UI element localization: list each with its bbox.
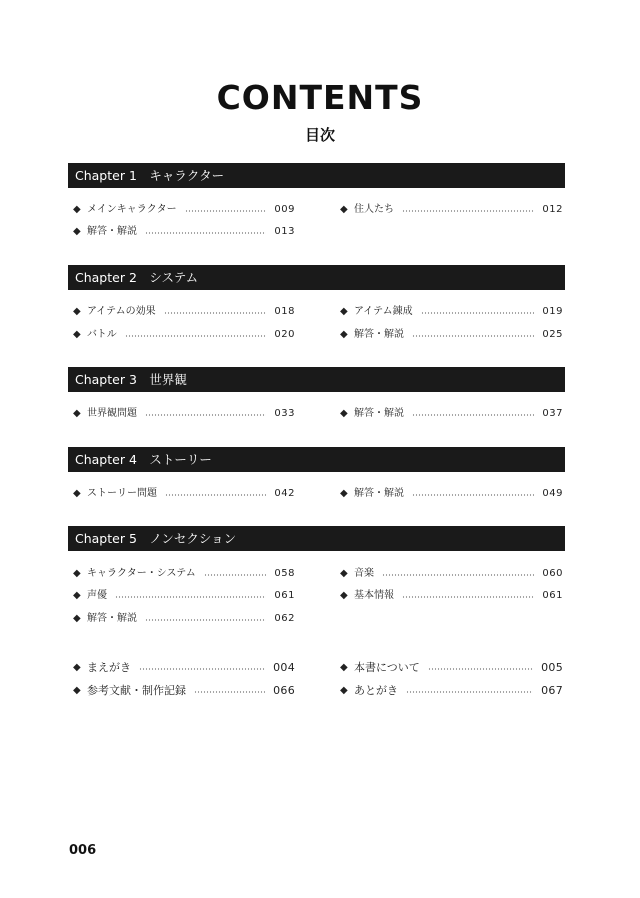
entry-page: 020: [274, 329, 295, 340]
entry-page: 018: [274, 306, 295, 317]
entry-page: 037: [542, 408, 563, 419]
dot-leader: [428, 668, 533, 671]
diamond-bullet-icon: ◆: [340, 329, 348, 340]
entry-label: まえがき: [87, 661, 131, 674]
entry-label: 住人たち: [354, 204, 394, 215]
diamond-bullet-icon: ◆: [73, 590, 81, 601]
entry-label: 参考文献・制作記録: [87, 684, 186, 697]
chapter-2-heading: Chapter 2 システム: [68, 265, 565, 290]
entry-page: 060: [542, 568, 563, 579]
entry-label: 基本情報: [354, 590, 394, 601]
diamond-bullet-icon: ◆: [340, 568, 348, 579]
diamond-bullet-icon: ◆: [340, 685, 348, 696]
dot-leader: [115, 596, 266, 599]
entry-label: メインキャラクター: [87, 204, 177, 215]
toc-entry[interactable]: [73, 611, 295, 627]
dot-leader: [125, 335, 267, 338]
toc-entry[interactable]: [340, 683, 563, 699]
toc-entry[interactable]: [73, 588, 295, 604]
diamond-bullet-icon: ◆: [73, 568, 81, 579]
dot-leader: [204, 574, 267, 577]
toc-entry[interactable]: [73, 224, 295, 240]
diamond-bullet-icon: ◆: [73, 329, 81, 340]
toc-entry[interactable]: [340, 406, 563, 422]
chapter-4-heading: Chapter 4 ストーリー: [68, 447, 565, 472]
toc-entry[interactable]: [73, 406, 295, 422]
dot-leader: [145, 619, 266, 622]
entry-page: 058: [274, 568, 295, 579]
dot-leader: [421, 312, 535, 315]
dot-leader: [185, 210, 267, 213]
toc-entry[interactable]: [73, 202, 295, 218]
chapter-3-heading: Chapter 3 世界観: [68, 367, 565, 392]
entry-page: 004: [273, 661, 295, 674]
entry-label: 本書について: [354, 661, 420, 674]
entry-label: 解答・解説: [87, 613, 137, 624]
diamond-bullet-icon: ◆: [340, 204, 348, 215]
entry-page: 042: [274, 488, 295, 499]
entry-page: 033: [274, 408, 295, 419]
dot-leader: [412, 414, 534, 417]
toc-entry[interactable]: [340, 202, 563, 218]
entry-page: 009: [274, 204, 295, 215]
entry-page: 005: [541, 661, 563, 674]
dot-leader: [165, 494, 266, 497]
toc-entry[interactable]: [73, 486, 295, 502]
entry-label: 解答・解説: [354, 408, 404, 419]
toc-entry[interactable]: [73, 327, 295, 343]
dot-leader: [382, 574, 534, 577]
page-subtitle: 目次: [304, 126, 335, 144]
chapter-5-heading: Chapter 5 ノンセクション: [68, 526, 565, 551]
diamond-bullet-icon: ◆: [340, 306, 348, 317]
entry-page: 067: [541, 684, 563, 697]
diamond-bullet-icon: ◆: [73, 226, 81, 237]
entry-page: 013: [274, 226, 295, 237]
entry-page: 066: [273, 684, 295, 697]
toc-entry[interactable]: [340, 588, 563, 604]
entry-label: 解答・解説: [354, 488, 404, 499]
entry-page: 061: [542, 590, 563, 601]
toc-entry[interactable]: [340, 304, 563, 320]
diamond-bullet-icon: ◆: [340, 590, 348, 601]
entry-page: 062: [274, 613, 295, 624]
toc-entry[interactable]: [73, 304, 295, 320]
entry-page: 025: [542, 329, 563, 340]
toc-entry[interactable]: [340, 327, 563, 343]
diamond-bullet-icon: ◆: [73, 204, 81, 215]
dot-leader: [412, 335, 534, 338]
chapter-1-heading: Chapter 1 キャラクター: [68, 163, 565, 188]
toc-entry[interactable]: [340, 486, 563, 502]
dot-leader: [402, 210, 534, 213]
toc-entry[interactable]: [73, 660, 295, 676]
entry-label: キャラクター・システム: [87, 568, 196, 579]
dot-leader: [164, 312, 267, 315]
toc-entry[interactable]: [340, 566, 563, 582]
entry-label: 世界観問題: [87, 408, 137, 419]
diamond-bullet-icon: ◆: [73, 662, 81, 673]
dot-leader: [412, 494, 534, 497]
diamond-bullet-icon: ◆: [73, 306, 81, 317]
toc-entry[interactable]: [340, 660, 563, 676]
entry-label: 解答・解説: [354, 329, 404, 340]
entry-page: 061: [274, 590, 295, 601]
entry-page: 049: [542, 488, 563, 499]
toc-entry[interactable]: [73, 566, 295, 582]
diamond-bullet-icon: ◆: [73, 408, 81, 419]
entry-page: 019: [542, 306, 563, 317]
entry-label: バトル: [87, 329, 117, 340]
diamond-bullet-icon: ◆: [340, 408, 348, 419]
page-number: 006: [69, 843, 97, 858]
entry-label: アイテムの効果: [87, 306, 156, 317]
entry-label: ストーリー問題: [87, 488, 157, 499]
diamond-bullet-icon: ◆: [73, 613, 81, 624]
entry-label: 音楽: [354, 568, 374, 579]
entry-label: アイテム錬成: [354, 306, 413, 317]
page-title: CONTENTS: [216, 78, 424, 117]
diamond-bullet-icon: ◆: [73, 488, 81, 499]
dot-leader: [139, 668, 265, 671]
entry-page: 012: [542, 204, 563, 215]
entry-label: 解答・解説: [87, 226, 137, 237]
entry-label: 声優: [87, 590, 107, 601]
dot-leader: [402, 596, 534, 599]
diamond-bullet-icon: ◆: [340, 662, 348, 673]
diamond-bullet-icon: ◆: [73, 685, 81, 696]
diamond-bullet-icon: ◆: [340, 488, 348, 499]
toc-entry[interactable]: [73, 683, 295, 699]
dot-leader: [406, 691, 533, 694]
dot-leader: [145, 232, 266, 235]
dot-leader: [145, 414, 266, 417]
dot-leader: [194, 691, 265, 694]
entry-label: あとがき: [354, 684, 398, 697]
